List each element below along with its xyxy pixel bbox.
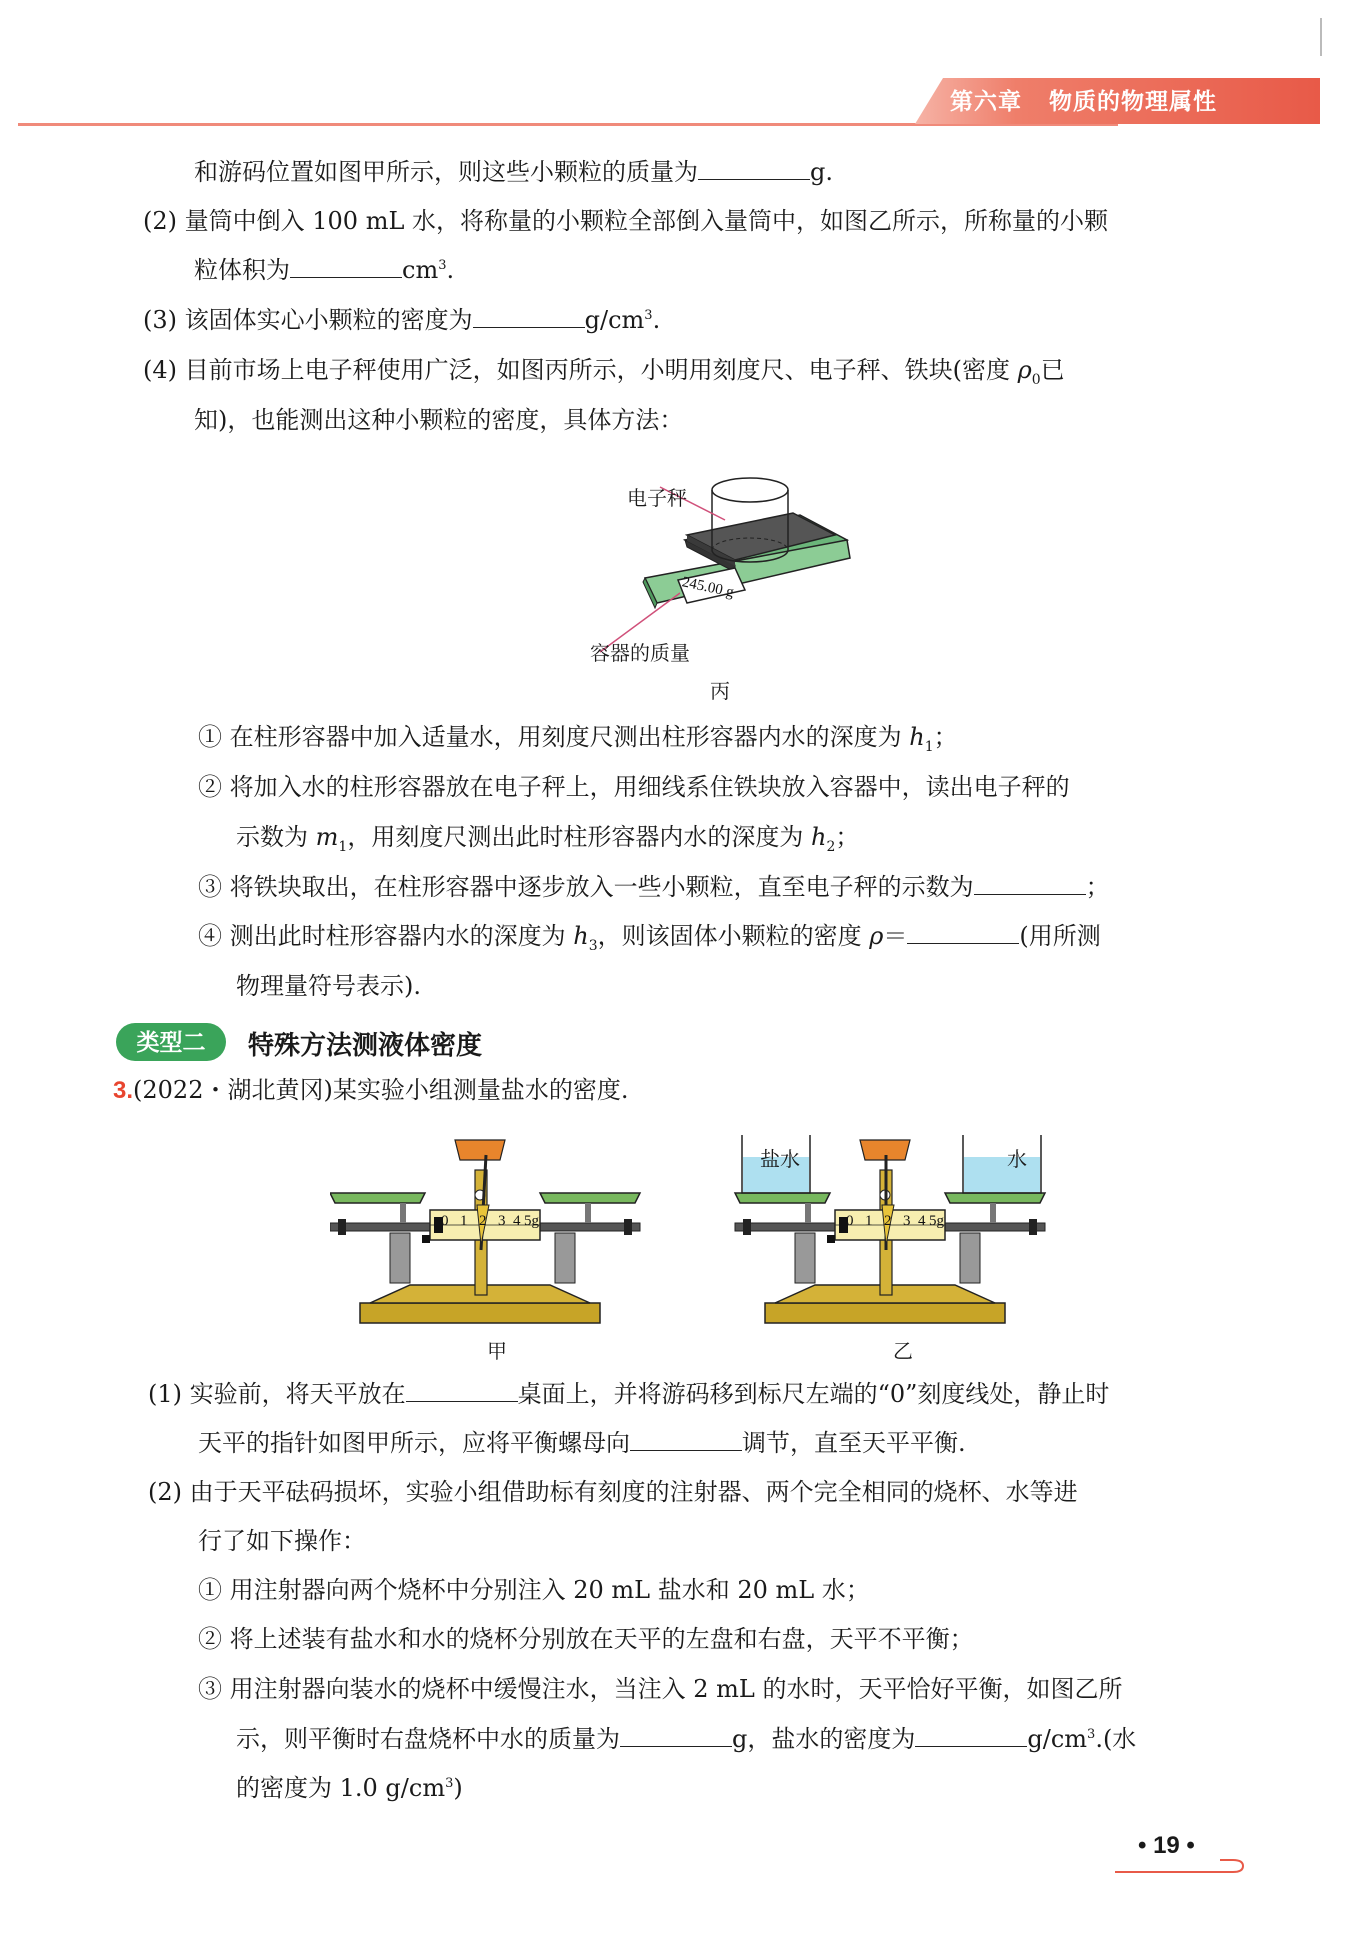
- svg-text:1: 1: [865, 1213, 873, 1229]
- container-mass-label: 容器的质量: [590, 641, 690, 665]
- beaker-label-water: 水: [1007, 1147, 1027, 1171]
- svg-text:2: 2: [479, 1213, 487, 1229]
- unit-density: g/cm: [584, 306, 645, 334]
- unit-exponent: 3: [445, 1776, 454, 1791]
- scale-reading: 245.00 g: [680, 574, 736, 601]
- punct: ；: [1085, 873, 1110, 901]
- q3-step-3-line3: [236, 1773, 463, 1803]
- q3-step-3-text-b: g，盐水的密度为: [732, 1725, 916, 1753]
- q3-step-3-text-d: 的密度为 1.0 g/cm: [236, 1774, 446, 1802]
- answer-blank[interactable]: [620, 1724, 732, 1747]
- q2-cont-line: [194, 157, 833, 187]
- step-2-line2: [236, 822, 860, 855]
- step-1: [198, 722, 958, 755]
- q3-part1-text-d: 调节，直至天平平衡.: [742, 1429, 966, 1457]
- step-4-text-c: (用所测: [1019, 922, 1101, 950]
- answer-blank[interactable]: [907, 921, 1019, 944]
- rho-subscript: 0: [1031, 371, 1041, 388]
- figure-caption-b: 乙: [893, 1339, 913, 1363]
- q3-step-3-line1: ③ 用注射器向装水的烧杯中缓慢注水，当注入 2 mL 的水时，天平恰好平衡，如图乙所: [198, 1675, 1123, 1703]
- electronic-scale-label: 电子秤: [627, 486, 687, 510]
- var-h: h: [909, 723, 925, 751]
- figure-caption-c: 丙: [710, 679, 730, 703]
- unit-exponent: 3: [644, 308, 653, 323]
- var-sub: 1: [924, 738, 934, 755]
- q3-part1-text: (1) 实验前，将天平放在: [148, 1380, 406, 1408]
- step-3: [198, 872, 1110, 902]
- answer-blank[interactable]: [290, 255, 402, 278]
- var-m: m: [315, 823, 339, 851]
- section-badge-text: 类型二: [136, 1030, 206, 1056]
- unit-density: g/cm: [1027, 1725, 1088, 1753]
- var-h: h: [573, 922, 589, 950]
- q2-cont-unit: g.: [810, 158, 833, 186]
- q3-step-3-text: 示，则平衡时右盘烧杯中水的质量为: [236, 1725, 620, 1753]
- q2-part2-line1: (2) 量筒中倒入 100 mL 水，将称量的小颗粒全部倒入量筒中，如图乙所示，所称量的小颗: [143, 207, 1109, 235]
- q3-part2-line1: (2) 由于天平砝码损坏，实验小组借助标有刻度的注射器、两个完全相同的烧杯、水等进: [148, 1478, 1078, 1506]
- answer-blank[interactable]: [698, 157, 810, 180]
- unit-exponent: 3: [1087, 1727, 1096, 1742]
- svg-text:1: 1: [460, 1213, 468, 1229]
- chapter-title: 物质的物理属性: [1049, 89, 1218, 115]
- q3-part2-line2: 行了如下操作：: [198, 1527, 366, 1555]
- var-sub: 2: [826, 838, 836, 855]
- page-number: • 19 •: [1138, 1832, 1195, 1859]
- step-2-text: 示数为: [236, 823, 316, 851]
- q3-stem: [113, 1075, 628, 1106]
- container-top: [712, 478, 788, 502]
- q3-step-2: ② 将上述装有盐水和水的烧杯分别放在天平的左盘和右盘，天平不平衡；: [198, 1625, 974, 1653]
- punct: .: [446, 256, 455, 284]
- svg-text:3: 3: [903, 1213, 911, 1229]
- q3-part1-line1: [148, 1379, 1109, 1409]
- answer-blank[interactable]: [974, 872, 1086, 895]
- punct: ): [453, 1774, 463, 1802]
- q2-part4-end: 已: [1040, 356, 1065, 384]
- punct: .: [652, 306, 661, 334]
- equals-sign: ＝: [883, 922, 908, 950]
- q3-part1-line2: [198, 1428, 966, 1458]
- punct: ；: [835, 823, 860, 851]
- q3-step-3-line2: [236, 1724, 1136, 1754]
- step-4-line1: [198, 921, 1101, 954]
- svg-text:5g: 5g: [929, 1213, 944, 1229]
- svg-text:3: 3: [498, 1213, 506, 1229]
- step-4-text-b: ，则该固体小颗粒的密度: [597, 922, 870, 950]
- question-stem: 某实验小组测量盐水的密度.: [332, 1076, 629, 1104]
- corner-mark: [1320, 18, 1322, 56]
- svg-text:4: 4: [918, 1213, 926, 1229]
- q2-part2-text: 粒体积为: [194, 256, 290, 284]
- q3-part1-text-c: 天平的指针如图甲所示，应将平衡螺母向: [198, 1429, 630, 1457]
- step-1-text: ① 在柱形容器中加入适量水，用刻度尺测出柱形容器内水的深度为: [198, 723, 910, 751]
- q2-cont-text: 和游码位置如图甲所示，则这些小颗粒的质量为: [194, 158, 698, 186]
- var-sub: 1: [338, 838, 348, 855]
- section-badge: [116, 1023, 226, 1061]
- q2-part4-line1: [143, 355, 1065, 388]
- step-2-text-b: ，用刻度尺测出此时柱形容器内水的深度为: [347, 823, 811, 851]
- section-title: 特殊方法测液体密度: [248, 1031, 483, 1061]
- beaker-label-brine: 盐水: [760, 1147, 800, 1171]
- balance-figures: [330, 1135, 1060, 1335]
- q3-step-3-text-c: .(水: [1095, 1725, 1137, 1753]
- svg-text:4: 4: [513, 1213, 521, 1229]
- step-4-line2: 物理量符号表示).: [236, 972, 421, 1000]
- step-4-text: ④ 测出此时柱形容器内水的深度为: [198, 922, 574, 950]
- step-3-text: ③ 将铁块取出，在柱形容器中逐步放入一些小颗粒，直至电子秤的示数为: [198, 873, 974, 901]
- answer-blank[interactable]: [473, 305, 585, 328]
- answer-blank[interactable]: [406, 1379, 518, 1402]
- question-number: 3.: [113, 1077, 134, 1104]
- q2-part3-line: [143, 305, 660, 335]
- unit-exponent: 3: [438, 258, 447, 273]
- q2-part4-line2: 知)，也能测出这种小颗粒的密度，具体方法：: [194, 406, 684, 434]
- chapter-number: 第六章: [950, 89, 1022, 115]
- answer-blank[interactable]: [630, 1428, 742, 1451]
- q3-part1-text-b: 桌面上，并将游码移到标尺左端的“0”刻度线处，静止时: [517, 1380, 1110, 1408]
- var-sub: 3: [588, 937, 598, 954]
- unit-cm: cm: [402, 256, 439, 284]
- step-2-line1: ② 将加入水的柱形容器放在电子秤上，用细线系住铁块放入容器中，读出电子秤的: [198, 773, 1070, 801]
- svg-text:2: 2: [884, 1213, 892, 1229]
- page-number-decoration: [1115, 1858, 1250, 1878]
- svg-text:5g: 5g: [524, 1213, 539, 1229]
- chapter-heading: [950, 83, 1217, 116]
- q2-part2-line2: [194, 255, 454, 285]
- answer-blank[interactable]: [915, 1724, 1027, 1747]
- rho-symbol: ρ: [869, 922, 884, 950]
- svg-text:0: 0: [441, 1213, 449, 1229]
- q2-part3-text: (3) 该固体实心小颗粒的密度为: [143, 306, 473, 334]
- rho-symbol: ρ: [1017, 356, 1032, 384]
- q2-part4-text: (4) 目前市场上电子秤使用广泛，如图丙所示，小明用刻度尺、电子秤、铁块(密度: [143, 356, 1018, 384]
- svg-text:0: 0: [846, 1213, 854, 1229]
- var-h: h: [810, 823, 827, 851]
- question-source: (2022・湖北黄冈): [133, 1076, 333, 1104]
- q3-step-1: ① 用注射器向两个烧杯中分别注入 20 mL 盐水和 20 mL 水；: [198, 1576, 870, 1604]
- figure-caption-a: 甲: [487, 1339, 507, 1363]
- punct: ；: [933, 723, 958, 751]
